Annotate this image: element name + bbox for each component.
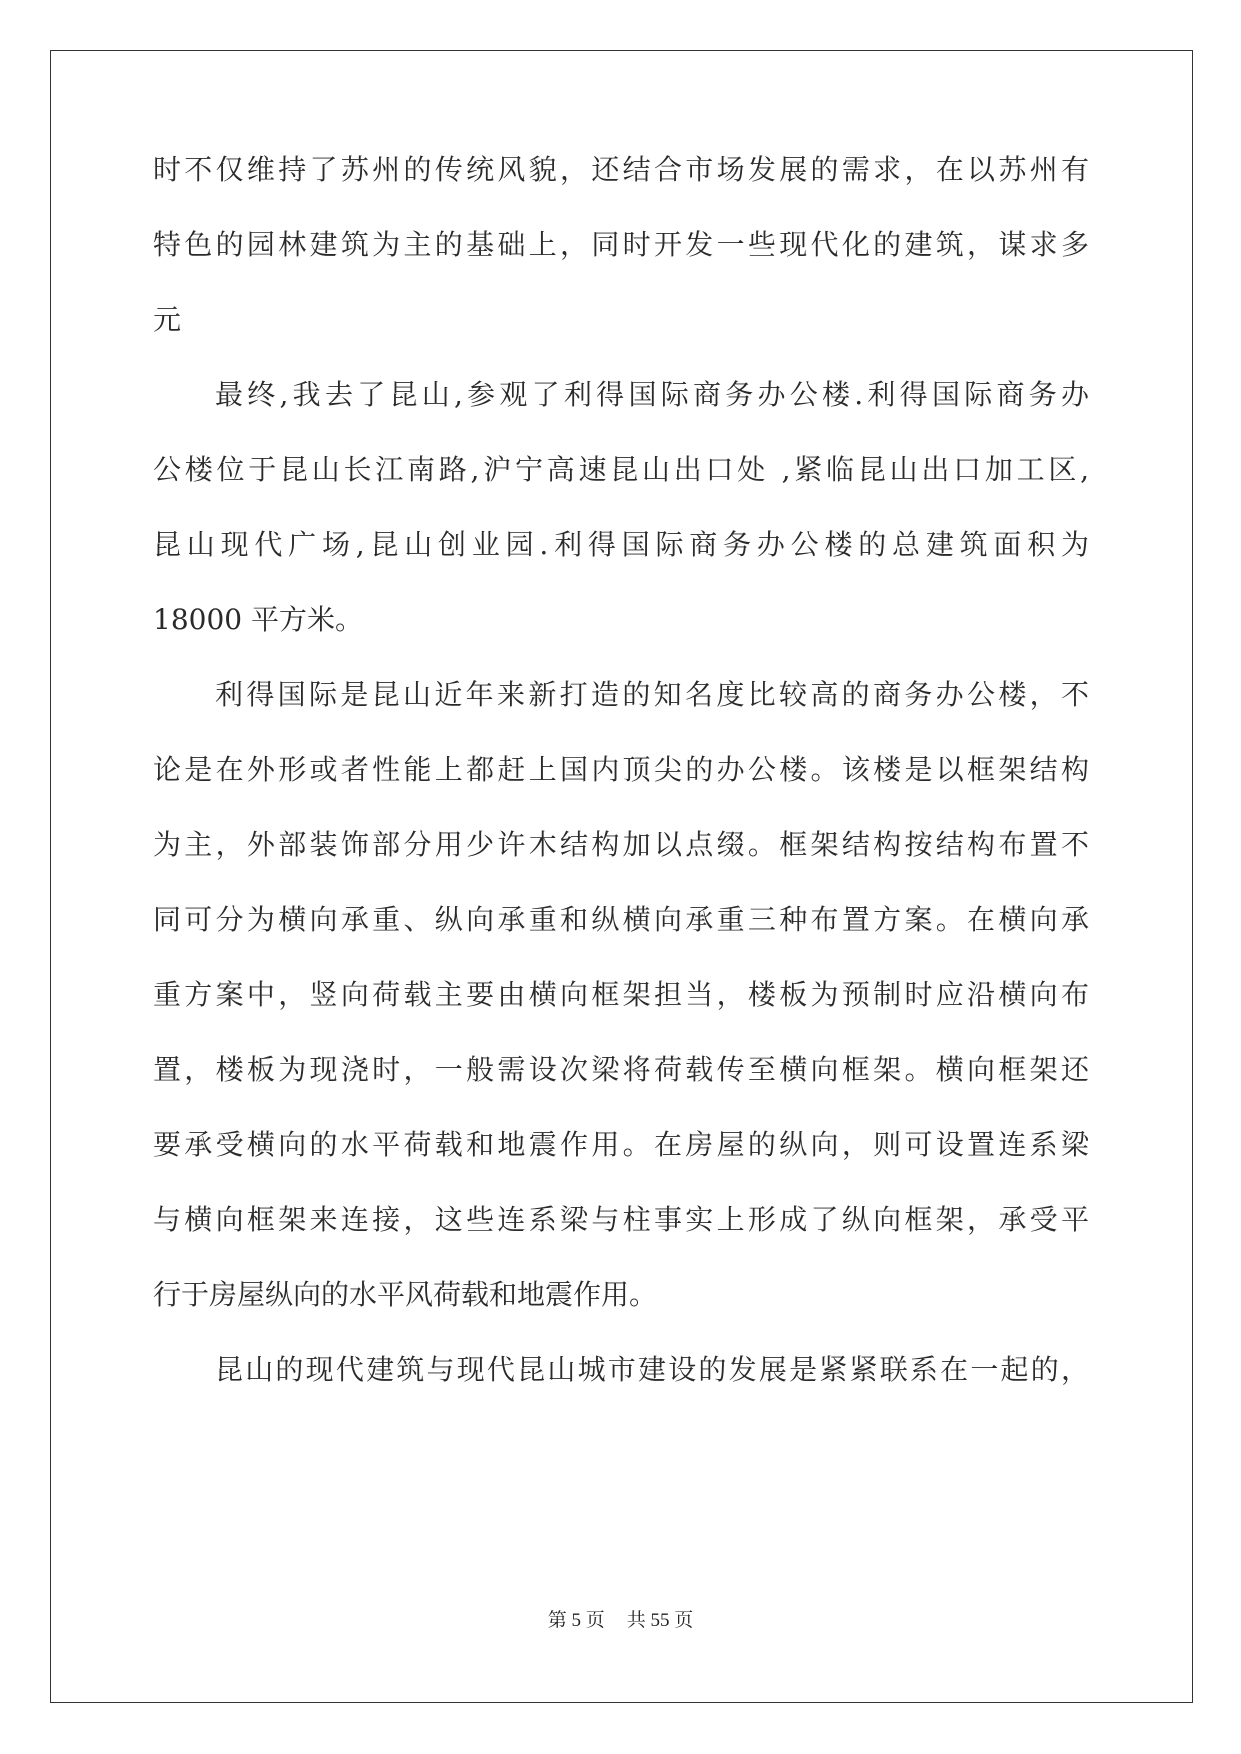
- paragraph-line-1: 时不仅维持了苏州的传统风貌，还结合市场发展的需求，在以苏州有: [153, 153, 1089, 186]
- paragraph-line-3: 元: [153, 303, 182, 336]
- paragraph-line-6: 昆山现代广场,昆山创业园.利得国际商务办公楼的总建筑面积为: [153, 528, 1089, 561]
- paragraph-line-12: 重方案中，竖向荷载主要由横向框架担当，楼板为预制时应沿横向布: [153, 978, 1089, 1011]
- paragraph-line-7: 18000 平方米。: [153, 603, 363, 636]
- paragraph-line-17: 昆山的现代建筑与现代昆山城市建设的发展是紧紧联系在一起的，: [215, 1353, 1089, 1386]
- paragraph-line-9: 论是在外形或者性能上都赶上国内顶尖的办公楼。该楼是以框架结构: [153, 753, 1089, 786]
- paragraph-line-11: 同可分为横向承重、纵向承重和纵横向承重三种布置方案。在横向承: [153, 903, 1089, 936]
- paragraph-line-13: 置，楼板为现浇时，一般需设次梁将荷载传至横向框架。横向框架还: [153, 1053, 1089, 1086]
- page-total-label: 共 55 页: [626, 1610, 694, 1631]
- paragraph-line-8: 利得国际是昆山近年来新打造的知名度比较高的商务办公楼，不: [215, 678, 1089, 711]
- paragraph-line-15: 与横向框架来连接，这些连系梁与柱事实上形成了纵向框架，承受平: [153, 1203, 1089, 1236]
- paragraph-line-16: 行于房屋纵向的水平风荷载和地震作用。: [153, 1278, 658, 1311]
- paragraph-line-2: 特色的园林建筑为主的基础上，同时开发一些现代化的建筑，谋求多: [153, 228, 1089, 261]
- paragraph-line-10: 为主，外部装饰部分用少许木结构加以点缀。框架结构按结构布置不: [153, 828, 1089, 861]
- page-footer: [0, 1605, 1241, 1632]
- paragraph-line-4: 最终,我去了昆山,参观了利得国际商务办公楼.利得国际商务办: [215, 378, 1089, 411]
- page-frame: [50, 50, 1193, 1703]
- paragraph-line-5: 公楼位于昆山长江南路,沪宁高速昆山出口处 ,紧临昆山出口加工区,: [153, 453, 1089, 486]
- paragraph-line-14: 要承受横向的水平荷载和地震作用。在房屋的纵向，则可设置连系梁: [153, 1128, 1089, 1161]
- page-number-label: 第 5 页: [547, 1610, 605, 1631]
